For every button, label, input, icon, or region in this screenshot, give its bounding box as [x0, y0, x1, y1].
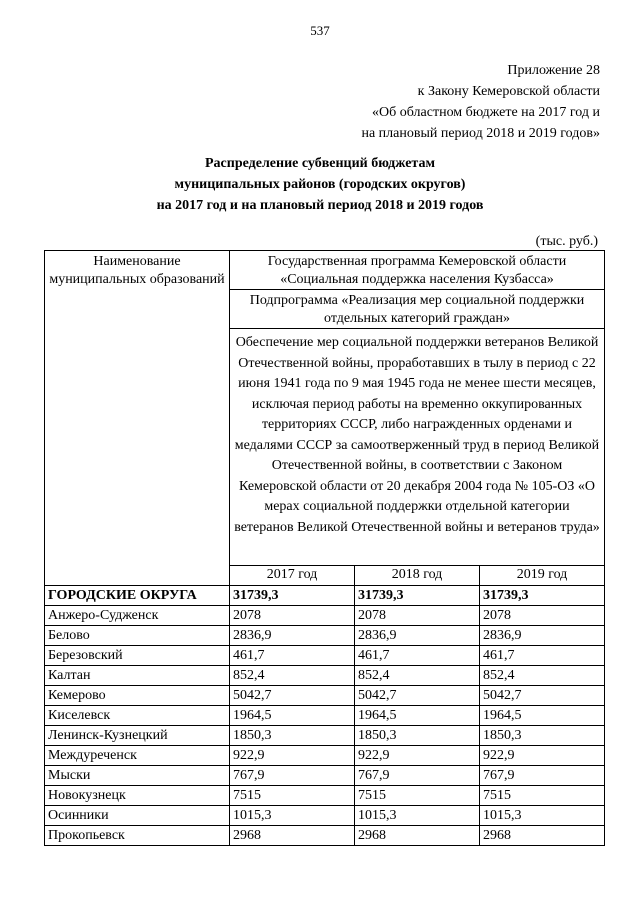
appendix-line: «Об областном бюджете на 2017 год и — [372, 105, 600, 120]
value-2019-cell: 852,4 — [480, 666, 605, 686]
measure-description: Обеспечение мер социальной поддержки ветеранов Великой Отечественной войны, проработавших в тылу в период с 22 июня 1941 года по 9 мая 1945 года не менее шести месяцев, исключая период работы на временно оккупированных территориях СССР, либо награжденных орденами и медалями СССР за самоотверженный труд в период Великой Отечественной войны, в соответствии с Законом Кемеровской области от 20 декабря 2004 года № 105-ОЗ «О мерах социальной поддержки отдельной категории ветеранов Великой Отечественной войны и ветеранов труда» — [230, 329, 605, 566]
value-2019-cell: 2968 — [480, 826, 605, 846]
table-row — [45, 686, 605, 706]
value-2019-cell: 461,7 — [480, 646, 605, 666]
year-header-2018: 2018 год — [355, 566, 480, 586]
municipality-name-cell: Киселевск — [45, 706, 230, 726]
table-row — [45, 666, 605, 686]
municipality-name-cell: Анжеро-Судженск — [45, 606, 230, 626]
municipality-name-cell: Березовский — [45, 646, 230, 666]
value-2017-cell: 767,9 — [230, 766, 355, 786]
value-2017-cell: 1964,5 — [230, 706, 355, 726]
value-2018-cell: 852,4 — [355, 666, 480, 686]
value-2019-cell: 2836,9 — [480, 626, 605, 646]
value-2018-cell: 2968 — [355, 826, 480, 846]
value-2018-cell: 31739,3 — [355, 586, 480, 606]
value-2019-cell: 2078 — [480, 606, 605, 626]
title-line: на 2017 год и на плановый период 2018 и 2019 годов — [156, 198, 484, 213]
appendix-line: Приложение 28 — [507, 63, 600, 78]
value-2018-cell: 922,9 — [355, 746, 480, 766]
value-2017-cell: 922,9 — [230, 746, 355, 766]
value-2017-cell: 461,7 — [230, 646, 355, 666]
column-header-name: Наименование муниципальных образований — [45, 251, 230, 586]
table-row — [45, 726, 605, 746]
program-header: Государственная программа Кемеровской области «Социальная поддержка населения Кузбасса» — [230, 251, 605, 290]
document-title — [0, 153, 640, 216]
municipality-name-cell: Мыски — [45, 766, 230, 786]
appendix-reference — [270, 60, 600, 144]
table-row — [45, 606, 605, 626]
table-row — [45, 706, 605, 726]
value-2018-cell: 1964,5 — [355, 706, 480, 726]
subprogram-header: Подпрограмма «Реализация мер социальной поддержки отдельных категорий граждан» — [230, 290, 605, 329]
value-2018-cell: 5042,7 — [355, 686, 480, 706]
value-2019-cell: 922,9 — [480, 746, 605, 766]
units-label: (тыс. руб.) — [535, 234, 598, 249]
table-row — [45, 826, 605, 846]
value-2017-cell: 2078 — [230, 606, 355, 626]
value-2017-cell: 1015,3 — [230, 806, 355, 826]
municipality-name-cell: ГОРОДСКИЕ ОКРУГА — [45, 586, 230, 606]
municipality-name-cell: Прокопьевск — [45, 826, 230, 846]
page-number: 537 — [310, 23, 330, 38]
appendix-line: к Закону Кемеровской области — [417, 84, 600, 99]
municipality-name-cell: Ленинск-Кузнецкий — [45, 726, 230, 746]
table-row — [45, 806, 605, 826]
value-2018-cell: 1015,3 — [355, 806, 480, 826]
table-row — [45, 646, 605, 666]
value-2019-cell: 7515 — [480, 786, 605, 806]
title-line: муниципальных районов (городских округов) — [174, 177, 466, 192]
municipality-name-cell: Кемерово — [45, 686, 230, 706]
value-2017-cell: 7515 — [230, 786, 355, 806]
value-2017-cell: 1850,3 — [230, 726, 355, 746]
value-2017-cell: 31739,3 — [230, 586, 355, 606]
value-2018-cell: 2078 — [355, 606, 480, 626]
value-2017-cell: 2836,9 — [230, 626, 355, 646]
table-total-row — [45, 586, 605, 606]
value-2018-cell: 2836,9 — [355, 626, 480, 646]
subsidy-table — [44, 250, 605, 846]
year-header-2017: 2017 год — [230, 566, 355, 586]
value-2017-cell: 5042,7 — [230, 686, 355, 706]
year-header-2019: 2019 год — [480, 566, 605, 586]
value-2018-cell: 7515 — [355, 786, 480, 806]
value-2018-cell: 1850,3 — [355, 726, 480, 746]
value-2018-cell: 767,9 — [355, 766, 480, 786]
value-2019-cell: 5042,7 — [480, 686, 605, 706]
title-line: Распределение субвенций бюджетам — [205, 156, 435, 171]
value-2019-cell: 1850,3 — [480, 726, 605, 746]
table-row — [45, 626, 605, 646]
value-2018-cell: 461,7 — [355, 646, 480, 666]
table-row — [45, 746, 605, 766]
value-2019-cell: 1015,3 — [480, 806, 605, 826]
value-2019-cell: 767,9 — [480, 766, 605, 786]
value-2019-cell: 1964,5 — [480, 706, 605, 726]
municipality-name-cell: Белово — [45, 626, 230, 646]
value-2017-cell: 852,4 — [230, 666, 355, 686]
table-row — [45, 786, 605, 806]
municipality-name-cell: Калтан — [45, 666, 230, 686]
municipality-name-cell: Осинники — [45, 806, 230, 826]
municipality-name-cell: Междуреченск — [45, 746, 230, 766]
value-2017-cell: 2968 — [230, 826, 355, 846]
value-2019-cell: 31739,3 — [480, 586, 605, 606]
table-row — [45, 766, 605, 786]
appendix-line: на плановый период 2018 и 2019 годов» — [361, 126, 600, 141]
municipality-name-cell: Новокузнецк — [45, 786, 230, 806]
